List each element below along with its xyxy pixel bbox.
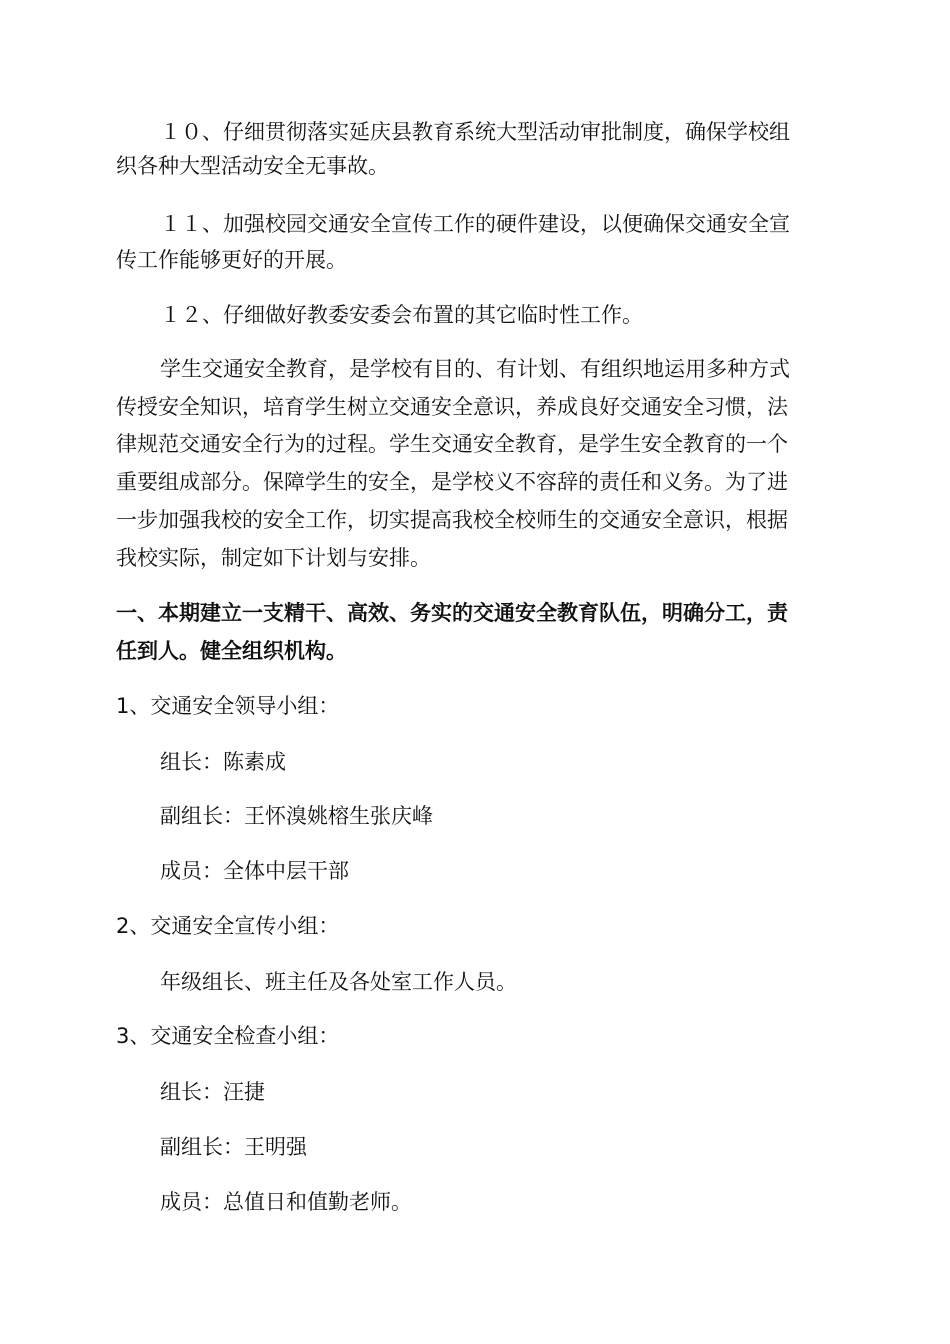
group-2-title: 2、交通安全宣传小组：: [116, 914, 340, 938]
section-heading-line-2: 任到人。健全组织机构。: [116, 639, 347, 663]
group-1-leader: 组长：陈素成: [160, 750, 286, 774]
paragraph-10-line-2: 织各种大型活动安全无事故。: [116, 154, 389, 178]
group-3-deputy: 副组长：王明强: [160, 1135, 307, 1159]
group-1-deputy: 副组长：王怀溴姚榕生张庆峰: [160, 804, 433, 828]
group-3-leader: 组长：汪捷: [160, 1080, 265, 1104]
group-2-members: 年级组长、班主任及各处室工作人员。: [160, 970, 517, 994]
group-3-members: 成员：总值日和值勤老师。: [160, 1190, 412, 1214]
paragraph-11-line-2: 传工作能够更好的开展。: [116, 248, 347, 272]
intro-line-3: 律规范交通安全行为的过程。学生交通安全教育，是学生安全教育的一个: [116, 432, 788, 456]
paragraph-10-line-1: １０、仔细贯彻落实延庆县教育系统大型活动审批制度，确保学校组: [160, 120, 790, 144]
intro-line-6: 我校实际，制定如下计划与安排。: [116, 546, 431, 570]
paragraph-11-line-1: １１、加强校园交通安全宣传工作的硬件建设，以便确保交通安全宣: [160, 212, 790, 236]
group-3-title: 3、交通安全检查小组：: [116, 1024, 340, 1048]
group-1-title: 1、交通安全领导小组：: [116, 694, 340, 718]
intro-line-2: 传授安全知识，培育学生树立交通安全意识，养成良好交通安全习惯，法: [116, 395, 788, 419]
section-heading-line-1: 一、本期建立一支精干、高效、务实的交通安全教育队伍，明确分工，责: [116, 601, 788, 625]
intro-line-1: 学生交通安全教育，是学校有目的、有计划、有组织地运用多种方式: [160, 357, 790, 381]
group-1-members: 成员：全体中层干部: [160, 859, 349, 883]
intro-line-4: 重要组成部分。保障学生的安全，是学校义不容辞的责任和义务。为了进: [116, 470, 788, 494]
intro-line-5: 一步加强我校的安全工作，切实提高我校全校师生的交通安全意识，根据: [116, 508, 788, 532]
paragraph-12-line-1: １２、仔细做好教委安委会布置的其它临时性工作。: [160, 303, 643, 327]
